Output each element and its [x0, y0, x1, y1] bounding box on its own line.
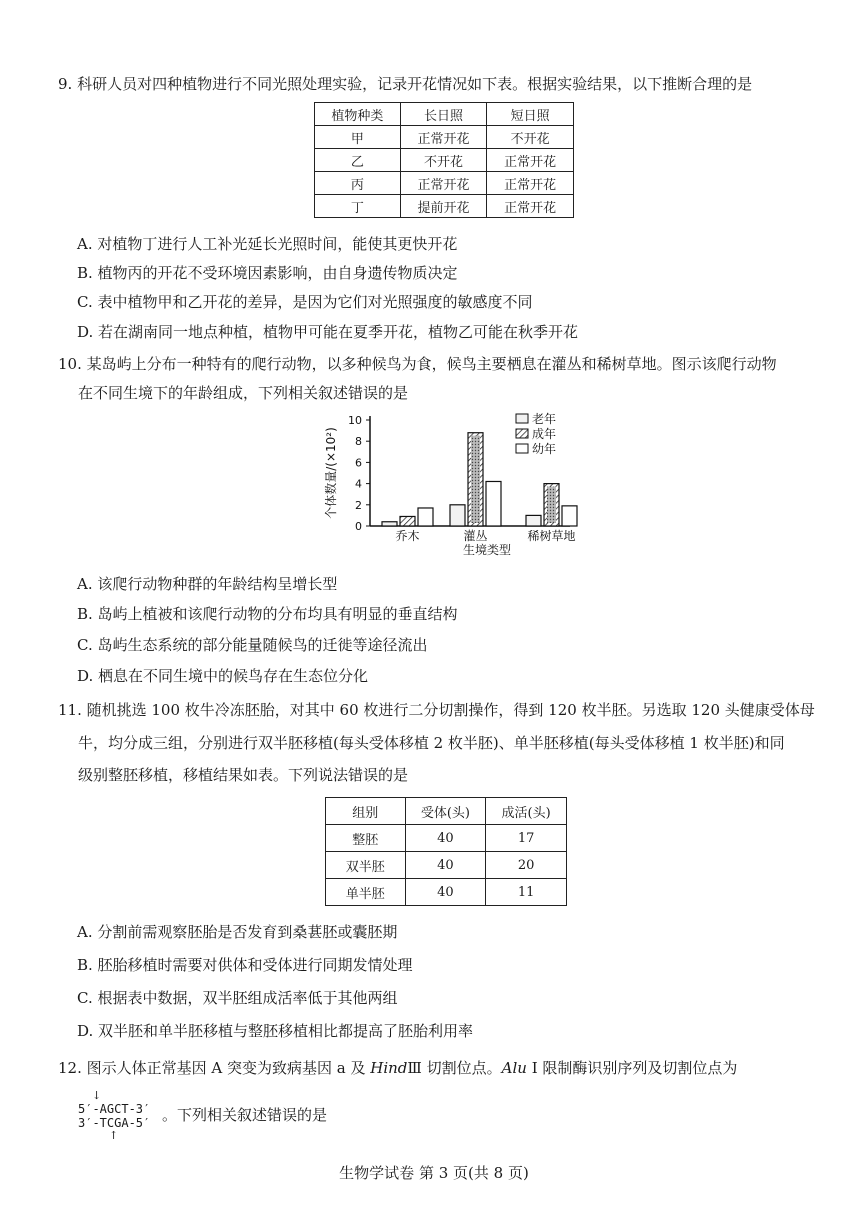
seq-top-strand: 5′-AGCT-3′ [78, 1102, 151, 1116]
q10-option-c: C. 岛屿生态系统的部分能量随候鸟的迁徙等途径流出 [77, 636, 428, 654]
y-tick-label: 2 [355, 498, 362, 512]
cut-arrow-down-icon: ↓ [92, 1089, 102, 1102]
table-cell: 40 [405, 825, 486, 852]
bar-老年 [450, 505, 465, 526]
q12-stem-a: 12. 图示人体正常基因 A 突变为致病基因 a 及 [58, 1059, 371, 1077]
table-cell: 甲 [315, 126, 401, 149]
table-cell: 丁 [315, 195, 401, 218]
legend-label: 成年 [532, 427, 557, 441]
legend-swatch [516, 414, 528, 423]
table-row [315, 172, 574, 195]
y-axis-label: 个体数量/(×10²) [324, 427, 338, 519]
table-header-row [315, 103, 574, 126]
legend-swatch [516, 444, 528, 453]
table-row [326, 852, 567, 879]
y-tick-label: 0 [355, 520, 362, 533]
table-cell: 正常开花 [400, 126, 487, 149]
table-cell: 40 [405, 852, 486, 879]
table-cell: 正常开花 [400, 172, 487, 195]
q10-option-b: B. 岛屿上植被和该爬行动物的分布均具有明显的垂直结构 [77, 605, 458, 623]
q11-option-c: C. 根据表中数据，双半胚组成活率低于其他两组 [77, 989, 398, 1007]
y-tick-label: 6 [355, 456, 362, 470]
y-tick-label: 8 [355, 435, 362, 449]
table-row [315, 126, 574, 149]
legend-label: 幼年 [532, 442, 557, 456]
q9-table [314, 102, 574, 218]
table-cell: 提前开花 [400, 195, 487, 218]
bar-fill-texture [547, 487, 556, 523]
q10-stem-line1: 10. 某岛屿上分布一种特有的爬行动物，以多种候鸟为食，候鸟主要栖息在灌丛和稀树草地。图示该爬行动物 [58, 355, 777, 373]
table-cell: 20 [486, 852, 567, 879]
seq-bottom-strand: 3′-TCGA-5′ [78, 1116, 151, 1130]
table-row [326, 825, 567, 852]
x-tick-label: 稀树草地 [527, 529, 576, 543]
bar-幼年 [418, 508, 433, 526]
table-header: 植物种类 [315, 103, 401, 126]
hindiii-label: Hind [370, 1059, 408, 1077]
bar-fill-texture [471, 436, 480, 523]
table-cell: 40 [405, 879, 486, 906]
q9-option-d: D. 若在湖南同一地点种植，植物甲可能在夏季开花，植物乙可能在秋季开花 [77, 323, 579, 341]
table-row [315, 149, 574, 172]
q11-option-d: D. 双半胚和单半胚移植与整胚移植相比都提高了胚胎利用率 [77, 1022, 474, 1040]
table-cell: 双半胚 [326, 852, 406, 879]
table-row [326, 879, 567, 906]
q10-stem-line2: 在不同生境下的年龄组成，下列相关叙述错误的是 [78, 384, 409, 402]
q11-option-b: B. 胚胎移植时需要对供体和受体进行同期发情处理 [77, 956, 413, 974]
table-cell: 11 [486, 879, 567, 906]
table-cell: 单半胚 [326, 879, 406, 906]
table-header: 受体(头) [405, 798, 486, 825]
table-header: 成活(头) [486, 798, 567, 825]
q9-option-a: A. 对植物丁进行人工补光延长光照时间，能使其更快开花 [77, 235, 458, 253]
bar-老年 [526, 515, 541, 526]
q11-stem-line2: 牛，均分成三组，分别进行双半胚移植(每头受体移植 2 枚半胚)、单半胚移植(每头受体移植 1 枚半胚)和同 [78, 734, 785, 752]
table-header-row [326, 798, 567, 825]
q12-stem-tail: 。下列相关叙述错误的是 [162, 1106, 328, 1124]
page-footer: 生物学试卷 第 3 页(共 8 页) [339, 1164, 529, 1182]
bar-幼年 [562, 506, 577, 526]
y-tick-label: 10 [348, 414, 362, 427]
table-row [315, 195, 574, 218]
q9-option-b: B. 植物丙的开花不受环境因素影响，由自身遗传物质决定 [77, 264, 458, 282]
q11-option-a: A. 分割前需观察胚胎是否发育到桑葚胚或囊胚期 [77, 923, 398, 941]
q12-stem [58, 1058, 737, 1078]
table-header: 长日照 [400, 103, 487, 126]
x-tick-label: 灌丛 [463, 529, 488, 543]
table-cell: 不开花 [400, 149, 487, 172]
q12-stem-c: Ⅰ 限制酶识别序列及切割位点为 [526, 1059, 738, 1077]
alui-label: Alu [501, 1059, 527, 1077]
legend-label: 老年 [532, 412, 557, 426]
table-cell: 丙 [315, 172, 401, 195]
q9-stem: 9. 科研人员对四种植物进行不同光照处理实验，记录开花情况如下表。根据实验结果，以下推断合理的是 [58, 75, 753, 93]
table-header: 组别 [326, 798, 406, 825]
table-header: 短日照 [487, 103, 574, 126]
q11-stem-line1: 11. 随机挑选 100 枚牛冷冻胚胎，对其中 60 枚进行二分切割操作，得到 120 枚半胚。另选取 120 头健康受体母 [58, 701, 815, 719]
q9-option-c: C. 表中植物甲和乙开花的差异，是因为它们对光照强度的敏感度不同 [77, 293, 533, 311]
q10-option-a: A. 该爬行动物种群的年龄结构呈增长型 [77, 575, 338, 593]
q11-stem-line3: 级别整胚移植，移植结果如表。下列说法错误的是 [78, 766, 409, 784]
x-axis-label: 生境类型 [462, 543, 512, 557]
bar-老年 [382, 522, 397, 526]
cut-arrow-up-icon: ↑ [109, 1129, 119, 1142]
x-tick-label: 乔木 [395, 529, 420, 543]
q11-table [325, 797, 567, 906]
table-cell: 17 [486, 825, 567, 852]
bar-成年 [400, 516, 415, 526]
y-tick-label: 4 [355, 477, 362, 491]
legend-swatch [516, 429, 528, 438]
table-cell: 正常开花 [487, 195, 574, 218]
table-cell: 乙 [315, 149, 401, 172]
table-cell: 整胚 [326, 825, 406, 852]
age-structure-chart [315, 410, 585, 562]
q10-option-d: D. 栖息在不同生境中的候鸟存在生态位分化 [77, 667, 369, 685]
table-cell: 正常开花 [487, 172, 574, 195]
table-cell: 正常开花 [487, 149, 574, 172]
bar-幼年 [486, 481, 501, 526]
q12-stem-b: Ⅲ 切割位点。 [407, 1059, 502, 1077]
table-cell: 不开花 [487, 126, 574, 149]
